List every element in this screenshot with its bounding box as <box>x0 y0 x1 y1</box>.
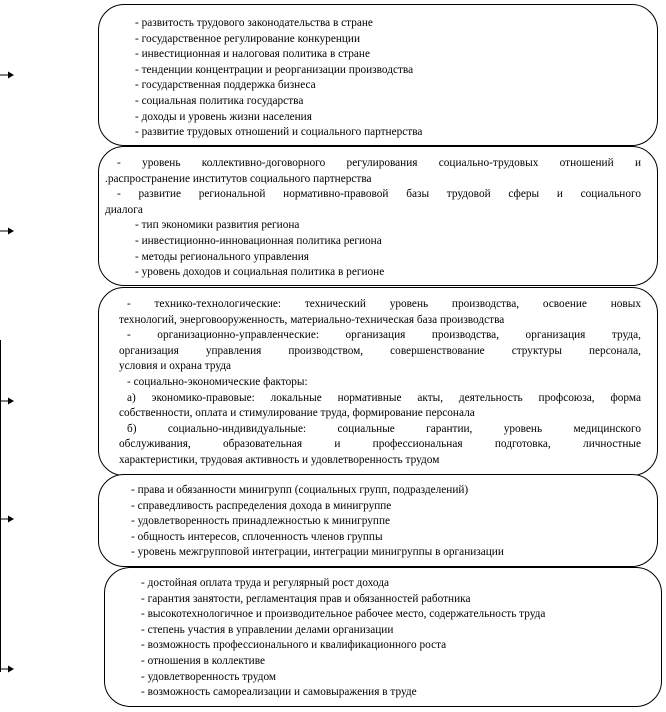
list-item: - справедливость распределения дохода в минигруппе <box>131 499 392 512</box>
list-item: - методы регионального управления <box>135 250 309 263</box>
list-item: - уровень межгрупповой интеграции, интеграции минигруппы в организации <box>131 546 504 559</box>
list-item: организация управления производством, совершенствование структуры персонала, <box>119 344 641 357</box>
list-item: - технико-технологические: технический уровень производства, освоение новых <box>127 298 641 310</box>
list-item: а) экономико-правовые: локальные нормативные акты, деятельность профсоюза, форма <box>127 391 641 404</box>
list-item: условия и охрана труда <box>119 360 232 373</box>
list-item: - уровень доходов и социальная политика в регионе <box>135 266 385 279</box>
connector-line <box>0 340 1 672</box>
list-item: - возможность профессионального и квалификационного роста <box>141 639 447 652</box>
list-item: - социальная политика государства <box>135 94 304 107</box>
list-item: - удовлетворенность принадлежностью к минигруппе <box>131 515 391 528</box>
list-item: - общность интересов, сплоченность членов группы <box>131 530 383 543</box>
list-item: - удовлетворенность трудом <box>141 670 277 683</box>
list-item: - уровень коллективно-договорного регулирования социально-трудовых отношений и <box>117 157 641 169</box>
list-item: технологий, энерговооруженность, материально-техническая база производства <box>119 313 505 326</box>
organization-factors-block <box>98 287 658 476</box>
list-item: - развитие трудовых отношений и социального партнерства <box>135 126 423 139</box>
list-item: - достойная оплата труда и регулярный рост дохода <box>141 577 389 589</box>
arrow-right-icon <box>0 664 14 674</box>
individual-factors-block <box>104 567 662 707</box>
list-item: - отношения в коллективе <box>141 654 266 667</box>
list-item: - права и обязанности минигрупп (социальных групп, подразделений) <box>131 484 469 496</box>
list-item: - социально-экономические факторы: <box>127 375 308 388</box>
list-item: - государственное регулирование конкуренции <box>135 32 361 45</box>
list-item: - тенденции концентрации и реорганизации производства <box>135 63 414 76</box>
list-item: характеристики, трудовая активность и удовлетворенность трудом <box>119 453 440 466</box>
list-item: - гарантия занятости, регламентация прав и обязанностей работника <box>141 592 471 605</box>
list-item: - государственная поддержка бизнеса <box>135 79 316 92</box>
macro-factors-block <box>98 4 658 146</box>
list-item: .распространение институтов социального партнерства <box>105 172 372 185</box>
list-item: - возможность самореализации и самовыражения в труде <box>141 686 417 699</box>
regional-factors-block <box>98 146 658 286</box>
group-factors-block <box>98 474 658 567</box>
list-item: - развитие региональной нормативно-правовой базы трудовой сферы и социального <box>117 188 641 201</box>
arrow-right-icon <box>0 226 14 236</box>
list-item: - организационно-управленческие: организация производства, организация труда, <box>127 329 641 342</box>
list-item: - инвестиционно-инновационная политика региона <box>135 234 382 247</box>
list-item: диалога <box>105 203 143 216</box>
list-item: - высокотехнологичное и производительное рабочее место, содержательность труда <box>141 608 546 621</box>
list-item: - тип экономики развития региона <box>135 219 300 232</box>
list-item: собственности, оплата и стимулирование труда, формирование персонала <box>119 407 475 420</box>
list-item: обслуживания, образовательная и профессиональная подготовка, личностные <box>119 438 641 451</box>
arrow-right-icon <box>0 514 14 524</box>
list-item: - инвестиционная и налоговая политика в стране <box>135 48 370 61</box>
list-item: - развитость трудового законодательства в стране <box>135 17 373 29</box>
list-item: б) социально-индивидуальные: социальные гарантии, уровень медицинского <box>127 422 641 435</box>
arrow-right-icon <box>0 70 14 80</box>
list-item: - доходы и уровень жизни населения <box>135 110 312 123</box>
arrow-right-icon <box>0 396 14 406</box>
list-item: - степень участия в управлении делами организации <box>141 623 394 636</box>
